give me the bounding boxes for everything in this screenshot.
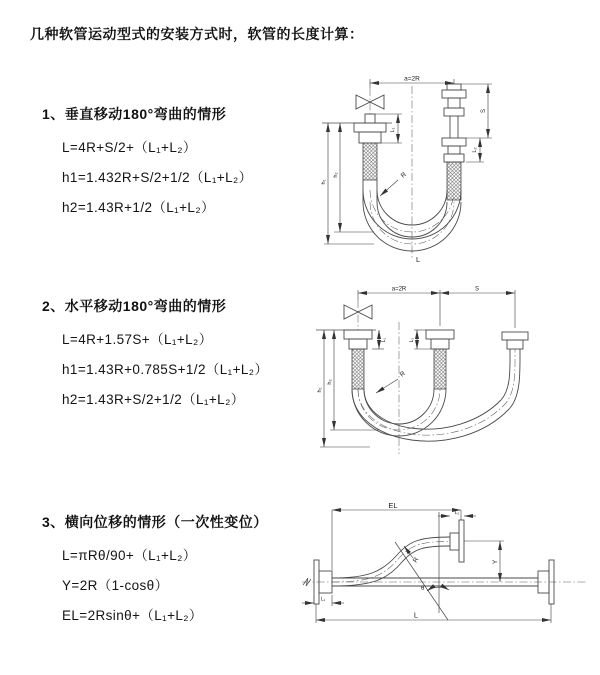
section-heading: 2、水平移动180°弯曲的情形 <box>42 298 227 314</box>
dim-h1 <box>321 123 374 244</box>
dim-l2 <box>409 330 431 349</box>
dim-l1 <box>372 330 387 349</box>
dim-label-s: S <box>474 286 480 293</box>
right-pipe-assembly <box>502 332 528 349</box>
dim-l2 <box>466 138 484 162</box>
dim-l <box>316 604 551 623</box>
dim-label-h1: h₁ <box>317 387 323 393</box>
diagram-horizontal-u-bend <box>310 282 600 460</box>
formula-line: L=4R+1.57S+（L₁+L₂） <box>62 332 213 347</box>
section-heading: 3、横向位移的情形（一次性变位） <box>42 514 268 530</box>
dim-label-h2: h₂ <box>327 379 333 385</box>
formula-line: EL=2Rsinθ+（L₁+L₂） <box>62 608 203 623</box>
middle-pipe-assembly <box>426 330 454 389</box>
formula-line: h2=1.43R+1/2（L₁+L₂） <box>62 200 215 215</box>
dim-label-s: S <box>481 108 487 114</box>
dim-label-a2r: a=2R <box>404 75 420 83</box>
dim-label-r: R <box>398 370 407 379</box>
radius-leader <box>376 370 407 393</box>
dim-label-a2r: a=2R <box>391 286 407 293</box>
dim-label-y: Y <box>492 559 499 565</box>
section-vertical-movement <box>42 104 253 223</box>
dim-label-theta: θ <box>421 586 425 592</box>
page-title: 几种软管运动型式的安装方式时，软管的长度计算： <box>30 26 364 42</box>
top-right-flange <box>450 520 464 562</box>
dim-label-r: R <box>411 556 421 565</box>
formula-line: h1=1.43R+0.785S+1/2（L₁+L₂） <box>62 362 269 377</box>
section-horizontal-movement <box>42 296 268 415</box>
dim-label-l: L <box>413 610 419 620</box>
dim-y <box>464 541 504 582</box>
diagram-vertical-u-bend <box>312 70 598 266</box>
hose-s-curve <box>332 537 450 586</box>
dim-l1 <box>302 595 344 606</box>
formula-line: L=4R+S/2+（L₁+L₂） <box>62 140 197 155</box>
dim-l2 <box>438 510 476 516</box>
dim-label-l1: L₁ <box>320 596 326 603</box>
formula-line: h2=1.43R+S/2+1/2（L₁+L₂） <box>62 392 245 407</box>
formula-line: h1=1.432R+S/2+1/2（L₁+L₂） <box>62 170 253 185</box>
dim-label-h1: h₁ <box>321 179 327 185</box>
dim-label-l2: L₂ <box>454 510 460 516</box>
dim-l1 <box>375 114 402 143</box>
radius-leader <box>380 171 408 196</box>
formula-line: Y=2R（1-cosθ） <box>62 578 169 593</box>
left-pipe-assembly <box>354 114 386 202</box>
diagram-lateral-displacement <box>298 500 598 648</box>
right-pipe-assembly <box>442 84 466 200</box>
dim-el <box>332 501 461 570</box>
angle-construction <box>395 512 449 620</box>
left-pipe-assembly <box>344 330 372 389</box>
formula-line: L=πRθ/90+（L₁+L₂） <box>62 548 197 563</box>
section-lateral-displacement <box>42 512 268 631</box>
dim-label-el: EL <box>388 501 398 510</box>
dim-s <box>440 287 515 294</box>
dim-label-l1: L₁ <box>381 337 387 343</box>
section-heading: 1、垂直移动180°弯曲的情形 <box>42 106 227 122</box>
dim-label-r: R <box>399 171 408 180</box>
dim-label-l2: L₂ <box>472 147 478 153</box>
dim-label-h2: h₂ <box>333 172 339 178</box>
dim-label-l2: L₂ <box>409 337 415 343</box>
radius-leader <box>404 546 421 564</box>
dim-label-l1: L₁ <box>390 127 396 133</box>
dim-label-l: L <box>416 255 421 264</box>
